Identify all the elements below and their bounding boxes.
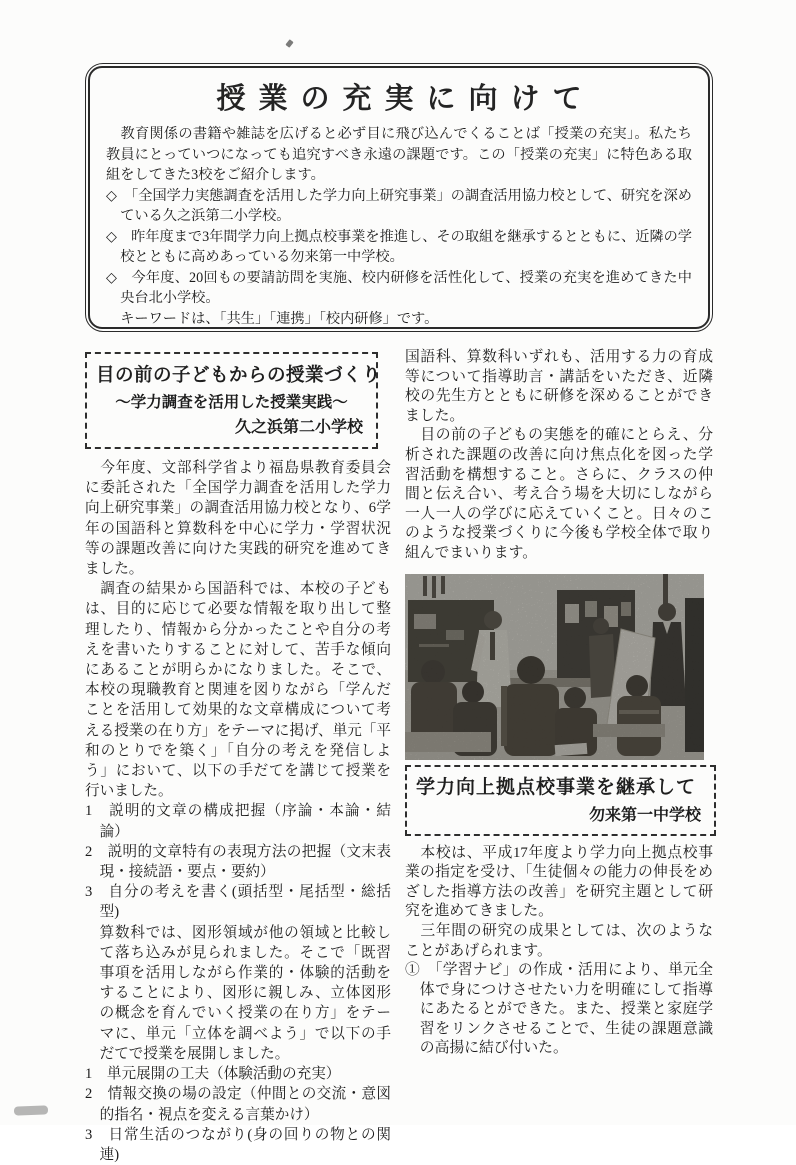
list-item: 2 説明的文章特有の表現方法の把握（文末表現・接続語・要点・要約）	[85, 843, 391, 881]
list-item: ① 「学習ナビ」の作成・活用により、単元全体で身につけさせたい力を明確にして指導にあたるとができた。また、授業と家庭学習をリンクさせることで、生徒の課題意識の高揚に結び付いた。	[405, 962, 713, 1057]
body-paragraph: 算数科では、図形領域が他の領域と比較して落ち込みが見られました。そこで「既習事項を活用しながら作業的・体験的活動をすることにより、図形に親しみ、立体図形の概念を育んでいく授業の在り方」をテーマに、単元「立体を調べよう」で以下の手だてで授業を展開しました。	[99, 924, 391, 1062]
body-paragraph: 目の前の子どもの実態を的確にとらえ、分析された課題の改善に向け焦点化を図った学習活動を構想すること。さらに、クラスの仲間と伝え合い、考え合う場を大切にしながら一人一人の学びに応えていくこと。日々のこのような授業づくりに今後も学校全体で取り組んでまいります。	[405, 427, 713, 561]
keywords-line: キーワードは、「共生」「連携」「校内研修」です。	[106, 310, 439, 327]
article1-school-name: 久之浜第二小学校	[234, 419, 363, 436]
intro-bullet-item: ◇ 昨年度まで3年間学力向上拠点校事業を推進し、その取組を継承するとともに、近隣の学校とともに高めあっている勿来第一中学校。	[106, 228, 692, 265]
list-item: 3 自分の考えを書く(頭括型・尾括型・総括型)	[85, 884, 391, 921]
list-item: 3 日常生活のつながり(身の回りの物との関連)	[85, 1126, 391, 1163]
left-column	[85, 352, 391, 1165]
article2-heading-box	[405, 765, 716, 836]
classroom-photo-illustration	[405, 574, 704, 760]
article2-title: 学力向上拠点校事業を継承して	[416, 776, 697, 798]
body-paragraph: 今年度、文部科学省より福島県教育委員会に委託された「全国学力調査を活用した学力向上研究事業」の調査活用協力校となり、6学年の国語科と算数科を中心に学力・学習状況等の課題改善に向けた実践的研究を進めてきました。	[85, 460, 391, 578]
scan-smudge	[14, 1105, 48, 1115]
scan-speck-mark	[285, 39, 293, 48]
body-paragraph: 本校は、平成17年度より学力向上拠点校事業の指定を受け、「生徒個々の能力の伸長をめざした指導方法の改善」を研究主題として研究を進めてきました。	[405, 844, 713, 920]
intro-paragraph: 教育関係の書籍や雑誌を広げると必ず目に飛び込んでくることば「授業の充実」。私たち教員にとっていつになっても追究すべき永遠の課題です。この「授業の充実」に特色ある取組をしてきた3校をご紹介します。	[106, 126, 692, 183]
article1-title: 目の前の子どもからの授業づくり	[96, 366, 382, 386]
article1-subtitle: ～学力調査を活用した授業実践～	[115, 394, 348, 411]
article1-heading-box	[85, 352, 382, 449]
page-title: 授業の充実に向けて	[216, 83, 595, 115]
body-paragraph: 三年間の研究の成果としては、次のようなことがあげられます。	[405, 922, 713, 959]
intro-bullet-item: ◇ 「全国学力実態調査を活用した学力向上研究事業」の調査活用協力校として、研究を深めている久之浜第二小学校。	[106, 187, 692, 224]
intro-box	[85, 63, 713, 332]
classroom-photo	[405, 574, 704, 760]
intro-bullet-item: ◇ 今年度、20回もの要請訪問を実施、校内研修を活性化して、授業の充実を進めてきた中央台北小学校。	[106, 269, 692, 306]
body-paragraph: 国語科、算数科いずれも、活用する力の育成等について指導助言・講話をいただき、近隣校の先生方とともに研修を深めることができました。	[405, 349, 713, 424]
right-column	[405, 340, 713, 1059]
body-paragraph: 調査の結果から国語科では、本校の子どもは、目的に応じて必要な情報を取り出して整理したり、情報から分かったことや自分の考えを書いたりすることに対して、苦手な傾向にあることが明らかになりました。そこで、本校の現職教育と関連を図りながら「学んだことを活用して効果的な文章構成について考える授業の在り方」をテーマに掲げ、単元「平和のとりでを築く」「自分の考えを発信しよう」において、以下の手だてを講じて授業を行いました。	[85, 581, 391, 800]
article2-school-name: 勿来第一中学校	[588, 806, 701, 824]
list-item: 1 単元展開の工夫（体験活動の充実）	[85, 1066, 341, 1083]
list-item: 1 説明的文章の構成把握（序論・本論・結論）	[85, 803, 391, 840]
list-item: 2 情報交換の場の設定（仲間との交流・意図的指名・視点を変える言葉かけ）	[85, 1086, 391, 1123]
